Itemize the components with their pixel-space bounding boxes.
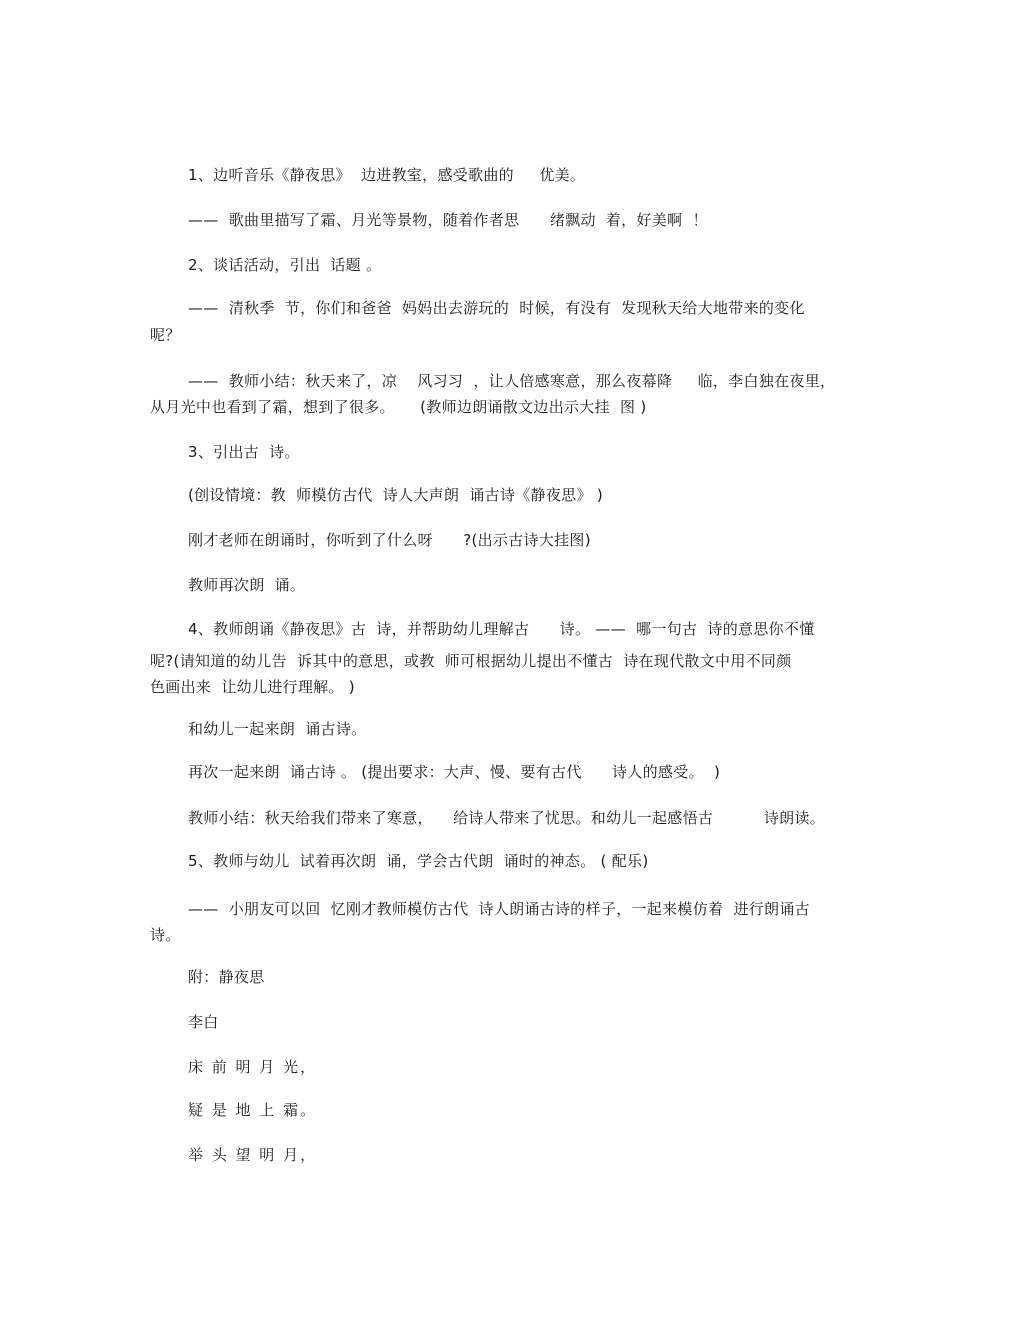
poem-line-2: 疑 是 地 上 霜。 xyxy=(188,1101,318,1119)
teacher-summary-line-1: —— 教师小结：秋天来了，凉 风习习 ，让人倍感寒意，那么夜幕降 临，李白独在夜里， xyxy=(188,372,836,390)
appendix-title: 附：静夜思 xyxy=(188,968,265,986)
paragraph-2: 2、谈话活动，引出 话题 。 xyxy=(188,256,382,274)
poem-author: 李白 xyxy=(188,1013,219,1031)
recite-together-again: 再次一起来朗 诵古诗 。 (提出要求：大声、慢、要有古代 诗人的感受。 ) xyxy=(188,763,721,781)
teacher-summary-2: 教师小结：秋天给我们带来了寒意， 给诗人带来了忧思。和幼儿一起感悟古 诗朗读。 xyxy=(188,809,826,827)
teacher-summary-line-2: 从月光中也看到了霜，想到了很多。 (教师边朗诵散文边出示大挂 图 ) xyxy=(150,398,647,416)
paragraph-5-note-line-1: —— 小朋友可以回 忆刚才教师模仿古代 诗人朗诵古诗的样子，一起来模仿着 进行朗诵古 xyxy=(188,900,810,918)
question-line: 刚才老师在朗诵时，你听到了什么呀 ?(出示古诗大挂图) xyxy=(188,531,591,549)
paragraph-1: 1、边听音乐《静夜思》 边进教室，感受歌曲的 优美。 xyxy=(188,166,586,184)
paragraph-2-note-line-1: —— 清秋季 节，你们和爸爸 妈妈出去游玩的 时候，有没有 发现秋天给大地带来的变化 xyxy=(188,299,805,317)
poem-line-1: 床 前 明 月 光， xyxy=(188,1058,318,1076)
paragraph-4-line-3: 色画出来 让幼儿进行理解。 ) xyxy=(150,678,355,696)
poem-line-3: 举 头 望 明 月， xyxy=(188,1146,318,1164)
recite-together: 和幼儿一起来朗 诵古诗。 xyxy=(188,720,367,738)
scenario-setup: (创设情境：教 师模仿古代 诗人大声朗 诵古诗《静夜思》 ) xyxy=(188,486,603,504)
paragraph-2-note-line-2: 呢？ xyxy=(150,326,181,344)
paragraph-4-line-1: 4、教师朗诵《静夜思》古 诗，并帮助幼儿理解古 诗。 —— 哪一句古 诗的意思你不懂 xyxy=(188,620,815,638)
paragraph-5: 5、教师与幼儿 试着再次朗 诵，学会古代朗 诵时的神态。 ( 配乐) xyxy=(188,852,649,870)
recite-again: 教师再次朗 诵。 xyxy=(188,576,306,594)
paragraph-4-line-2: 呢?(请知道的幼儿告 诉其中的意思，或教 师可根据幼儿提出不懂古 诗在现代散文中用不同颜 xyxy=(150,652,792,670)
paragraph-3: 3、引出古 诗。 xyxy=(188,443,300,461)
paragraph-5-note-line-2: 诗。 xyxy=(150,926,181,944)
paragraph-1-note: —— 歌曲里描写了霜、月光等景物，随着作者思 绪飘动 着，好美啊 ！ xyxy=(188,211,708,229)
